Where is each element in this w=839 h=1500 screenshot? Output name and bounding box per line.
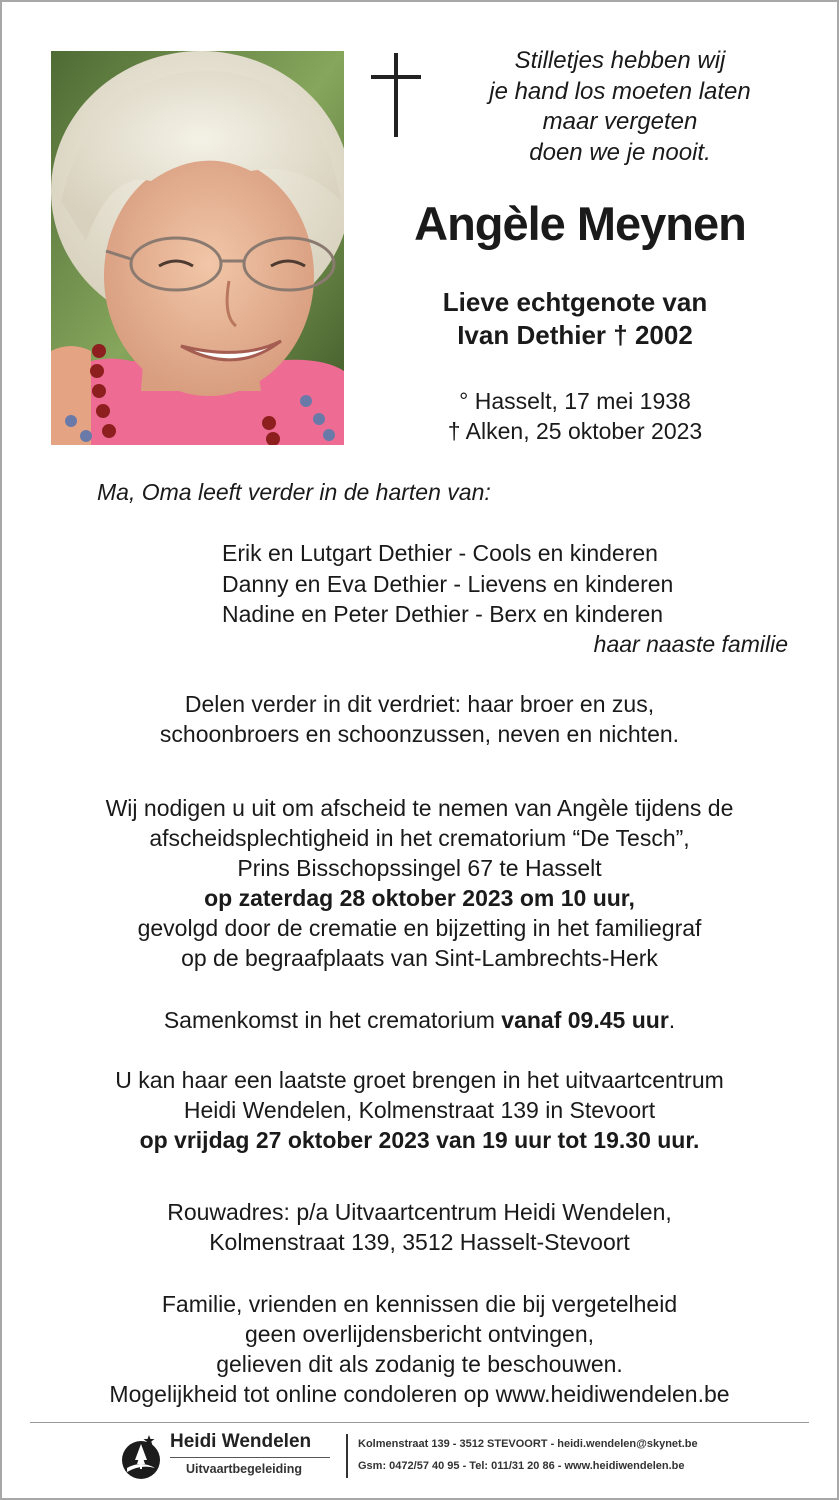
gathering-text — [20, 1005, 819, 1035]
ceremony-date: op zaterdag 28 oktober 2023 om 10 uur, — [204, 885, 635, 911]
text-line: Kolmenstraat 139, 3512 Hasselt-Stevoort — [209, 1229, 630, 1255]
mourning-address — [20, 1197, 819, 1257]
brand-subtitle: Uitvaartbegeleiding — [186, 1462, 302, 1476]
footer-separator — [346, 1434, 348, 1478]
spouse-info — [395, 286, 755, 352]
poem — [440, 46, 800, 168]
text-line: Familie, vrienden en kennissen die bij vergetelheid — [161, 1291, 678, 1317]
cross-icon — [371, 53, 423, 137]
life-dates — [395, 387, 755, 446]
family-member: Erik en Lutgart Dethier - Cools en kinderen — [222, 540, 658, 566]
text-line: Prins Bisschopssingel 67 te Hasselt — [237, 855, 602, 881]
closing-text — [20, 1289, 819, 1409]
footer-divider — [30, 1422, 809, 1423]
birth-date: ° Hasselt, 17 mei 1938 — [459, 388, 691, 414]
gathering-time: vanaf 09.45 uur — [501, 1007, 669, 1033]
text-line: gelieven dit als zodanig te beschouwen. — [216, 1351, 623, 1377]
spouse-line: Lieve echtgenote van — [442, 287, 708, 317]
family-intro: Ma, Oma leeft verder in de harten van: — [97, 479, 491, 505]
death-date: † Alken, 25 oktober 2023 — [447, 417, 703, 444]
visit-time: op vrijdag 27 oktober 2023 van 19 uur tot 19.30 uur. — [139, 1127, 700, 1153]
tree-moon-logo-icon — [119, 1432, 163, 1480]
text-line: Heidi Wendelen, Kolmenstraat 139 in Stevoort — [183, 1097, 656, 1123]
text-line: afscheidsplechtigheid in het crematorium “De Tesch”, — [149, 825, 690, 851]
contact-phone: Gsm: 0472/57 40 95 - Tel: 011/31 20 86 - www.heidiwendelen.be — [358, 1460, 685, 1472]
poem-line: doen we je nooit. — [529, 138, 711, 166]
family-list — [222, 538, 673, 630]
portrait-photo — [51, 51, 344, 445]
text-line: Delen verder in dit verdriet: haar broer en zus, — [184, 691, 655, 717]
deceased-name: Angèle Meynen — [414, 197, 746, 250]
poem-line: je hand los moeten laten — [489, 77, 751, 105]
sharing-text — [20, 689, 819, 749]
poem-line: maar vergeten — [542, 108, 698, 135]
text-line: op de begraafplaats van Sint-Lambrechts-Herk — [181, 945, 658, 971]
family-note: haar naaste familie — [593, 631, 788, 657]
text-line: gevolgd door de crematie en bijzetting in het familiegraf — [137, 915, 702, 941]
text-line: Mogelijkheid tot online condoleren op www.heidiwendelen.be — [109, 1381, 730, 1407]
invitation-text — [20, 793, 819, 973]
text-line: geen overlijdensbericht ontvingen, — [244, 1321, 595, 1347]
gathering-label: Samenkomst in het crematorium — [163, 1007, 495, 1033]
text-line: U kan haar een laatste groet brengen in het uitvaartcentrum — [115, 1067, 724, 1093]
family-member: Danny en Eva Dethier - Lievens en kinderen — [222, 570, 674, 597]
text-line: Rouwadres: p/a Uitvaartcentrum Heidi Wendelen, — [167, 1199, 672, 1225]
brand-name: Heidi Wendelen — [170, 1431, 312, 1452]
text-line: schoonbroers en schoonzussen, neven en nichten. — [159, 721, 680, 747]
brand-underline — [170, 1457, 330, 1458]
spouse-line: Ivan Dethier † 2002 — [457, 320, 693, 350]
contact-address: Kolmenstraat 139 - 3512 STEVOORT - heidi.wendelen@skynet.be — [358, 1438, 698, 1450]
family-member: Nadine en Peter Dethier - Berx en kinderen — [222, 601, 664, 627]
poem-line: Stilletjes hebben wij — [514, 47, 726, 74]
text-line: Wij nodigen u uit om afscheid te nemen van Angèle tijdens de — [105, 795, 734, 821]
visit-text — [20, 1065, 819, 1155]
gathering-end: . — [668, 1007, 676, 1033]
